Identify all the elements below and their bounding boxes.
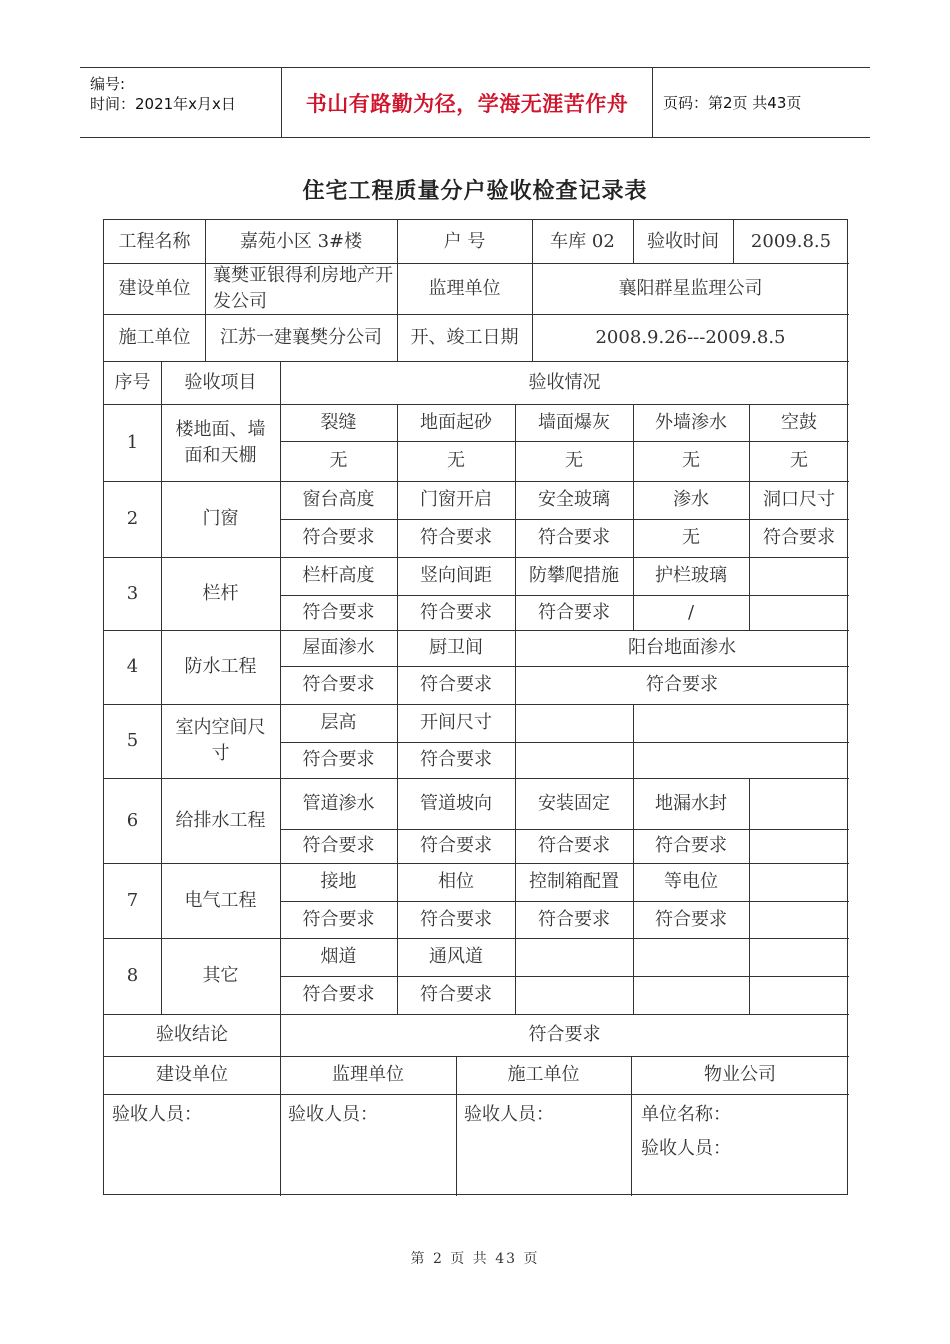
check-result: 符合要求 [302, 984, 375, 1005]
row-item: 楼地面、墙面和天棚 [175, 418, 266, 466]
check-result [749, 901, 849, 938]
acceptance-time-label: 验收时间 [647, 230, 719, 252]
check-result [749, 976, 849, 1014]
signoff-inspector-label: 验收人员： [641, 1138, 731, 1159]
conclusion-label: 验收结论 [156, 1024, 228, 1045]
signoff-inspector-label: 验收人员： [288, 1104, 378, 1125]
developer-label: 建设单位 [118, 277, 191, 299]
check-item: 裂缝 [320, 411, 357, 433]
check-result: 符合要求 [538, 908, 610, 930]
check-item: 空鼓 [781, 411, 817, 433]
check-item: 地漏水封 [655, 792, 727, 814]
check-result: 符合要求 [538, 601, 610, 623]
check-result: 符合要求 [420, 601, 492, 623]
check-result: 符合要求 [420, 527, 492, 548]
supervisor-value: 襄阳群星监理公司 [618, 277, 763, 299]
item-header: 验收项目 [184, 371, 257, 393]
check-result: 符合要求 [302, 835, 375, 856]
page-header [80, 67, 870, 138]
doc-time-label: 时间：2021年x月x日 [90, 95, 236, 113]
check-result: 符合要求 [420, 749, 492, 770]
supervisor-label: 监理单位 [428, 277, 501, 299]
row-item: 电气工程 [184, 889, 257, 911]
signoff-header: 施工单位 [507, 1064, 580, 1085]
row-item: 防水工程 [184, 656, 257, 677]
check-result: 无 [790, 450, 808, 471]
check-item: 安全玻璃 [538, 489, 610, 510]
check-result: 符合要求 [538, 835, 610, 856]
check-result: 符合要求 [646, 674, 718, 695]
check-result: 符合要求 [420, 835, 492, 856]
check-item: 护栏玻璃 [655, 565, 727, 586]
check-item: 外墙渗水 [655, 411, 727, 433]
check-result: 无 [682, 450, 700, 471]
check-result: 符合要求 [420, 908, 492, 930]
check-item [633, 704, 849, 742]
check-result: 符合要求 [302, 527, 375, 548]
signoff-inspector-label: 验收人员： [464, 1104, 554, 1125]
check-item: 控制箱配置 [529, 871, 619, 892]
check-item: 管道坡向 [420, 792, 492, 814]
check-result [633, 976, 749, 1014]
check-item: 开间尺寸 [420, 712, 492, 733]
check-item [633, 938, 749, 976]
check-item: 洞口尺寸 [763, 489, 835, 510]
check-item [515, 704, 633, 742]
check-item: 安装固定 [538, 792, 610, 814]
unit-no-value: 车库 02 [550, 230, 615, 252]
contractor-value: 江苏一建襄樊分公司 [220, 326, 382, 348]
check-result: 符合要求 [763, 527, 835, 548]
check-item: 等电位 [664, 871, 718, 892]
header-page-info: 页码：第2页 共43页 [663, 94, 802, 112]
check-item: 竖向间距 [420, 565, 492, 586]
check-item [749, 778, 849, 829]
page-title: 住宅工程质量分户验收检查记录表 [302, 179, 648, 204]
check-result [515, 976, 633, 1014]
check-result: 无 [565, 450, 583, 471]
check-item: 烟道 [320, 946, 357, 967]
project-name-label: 工程名称 [118, 230, 191, 252]
check-result: 无 [682, 527, 700, 548]
period-label: 开、竣工日期 [410, 326, 519, 348]
check-result: 符合要求 [655, 835, 727, 856]
seq-header: 序号 [114, 371, 151, 393]
check-item: 层高 [320, 712, 357, 733]
row-seq: 5 [126, 730, 139, 751]
check-result: 符合要求 [302, 908, 375, 930]
check-result: 符合要求 [302, 674, 375, 695]
unit-no-label: 户 号 [443, 230, 486, 252]
check-item: 厨卫间 [429, 637, 483, 658]
check-result [749, 595, 849, 630]
period-value: 2008.9.26---2009.8.5 [595, 326, 786, 348]
inspection-table [103, 219, 848, 1195]
status-header: 验收情况 [528, 371, 601, 393]
check-item: 墙面爆灰 [538, 411, 610, 433]
check-item: 窗台高度 [302, 489, 375, 510]
contractor-label: 施工单位 [118, 326, 191, 348]
header-meta [90, 74, 236, 114]
check-result [749, 829, 849, 863]
check-item [515, 938, 633, 976]
row-seq: 4 [126, 656, 139, 677]
check-item [749, 863, 849, 901]
row-item: 栏杆 [202, 582, 239, 604]
signoff-header: 监理单位 [332, 1064, 404, 1085]
project-name-value: 嘉苑小区 3#楼 [239, 230, 363, 252]
row-seq: 6 [126, 809, 139, 831]
check-result [515, 742, 633, 778]
check-item: 渗水 [673, 489, 709, 510]
row-seq: 7 [126, 889, 139, 911]
signoff-property-cell [631, 1094, 849, 1196]
check-item: 防攀爬措施 [529, 565, 619, 586]
signoff-header: 物业公司 [704, 1064, 776, 1085]
row-seq: 2 [126, 508, 139, 529]
row-item: 门窗 [202, 508, 239, 529]
acceptance-time-value: 2009.8.5 [750, 230, 832, 252]
check-result: 符合要求 [420, 674, 492, 695]
check-item: 通风道 [429, 946, 483, 967]
unit-name-label: 单位名称： [641, 1104, 731, 1125]
check-result: 无 [447, 450, 465, 471]
check-item: 相位 [438, 871, 474, 892]
check-item: 接地 [320, 871, 357, 892]
check-result: 符合要求 [302, 601, 375, 623]
header-motto: 书山有路勤为径，学海无涯苦作舟 [281, 68, 653, 137]
check-result: 符合要求 [302, 749, 375, 770]
check-item: 地面起砂 [420, 411, 492, 433]
check-item: 阳台地面渗水 [628, 637, 736, 658]
check-item: 门窗开启 [420, 489, 492, 510]
check-item [749, 557, 849, 595]
check-result: 符合要求 [420, 984, 492, 1005]
check-result: 符合要求 [538, 527, 610, 548]
row-seq: 8 [126, 965, 139, 986]
conclusion-value: 符合要求 [528, 1024, 601, 1045]
check-result [633, 742, 849, 778]
check-item: 管道渗水 [302, 792, 375, 814]
developer-value: 襄樊亚银得利房地产开发公司 [213, 264, 393, 312]
doc-number-label: 编号: [90, 75, 126, 93]
check-result: 符合要求 [655, 908, 727, 930]
row-seq: 3 [126, 582, 139, 604]
row-item: 给排水工程 [175, 809, 266, 831]
check-item: 栏杆高度 [302, 565, 375, 586]
check-item: 屋面渗水 [302, 637, 375, 658]
row-item: 室内空间尺寸 [175, 717, 266, 764]
check-item [749, 938, 849, 976]
page-footer: 第 2 页 共 43 页 [410, 1251, 540, 1267]
signoff-header: 建设单位 [156, 1064, 228, 1085]
check-result: / [687, 601, 695, 623]
signoff-inspector-label: 验收人员： [112, 1104, 202, 1125]
row-seq: 1 [126, 431, 139, 453]
row-item: 其它 [202, 965, 239, 986]
check-result: 无 [329, 450, 348, 471]
